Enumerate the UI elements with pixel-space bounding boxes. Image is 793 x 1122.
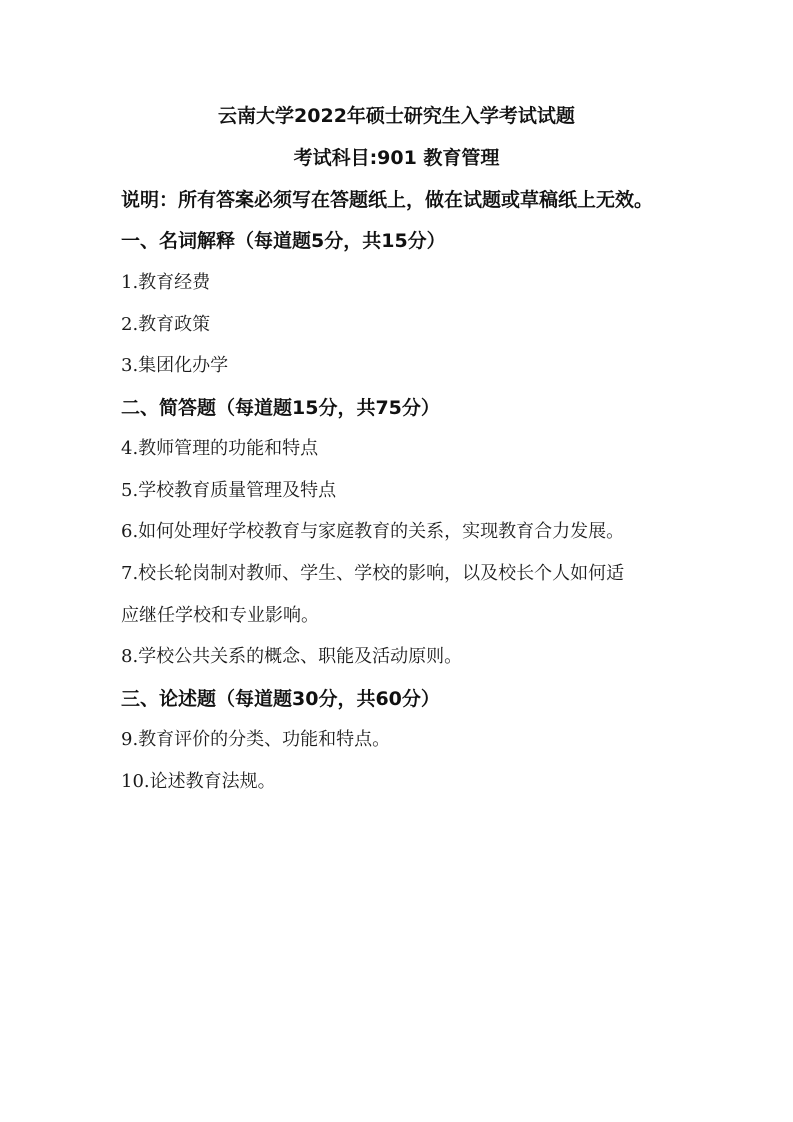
section-heading-short-answer: 二、简答题（每道题15分，共75分） <box>121 397 440 419</box>
question-item: 1.教育经费 <box>121 272 211 293</box>
question-item: 5.学校教育质量管理及特点 <box>121 480 337 501</box>
question-item-continuation: 应继任学校和专业影响。 <box>121 605 319 626</box>
question-item: 10.论述教育法规。 <box>121 771 276 792</box>
question-item: 6.如何处理好学校教育与家庭教育的关系，实现教育合力发展。 <box>121 521 625 542</box>
question-item: 8.学校公共关系的概念、职能及活动原则。 <box>121 646 463 667</box>
question-item: 9.教育评价的分类、功能和特点。 <box>121 729 391 750</box>
section-heading-essay: 三、论述题（每道题30分，共60分） <box>121 688 440 710</box>
instructions-note: 说明：所有答案必须写在答题纸上，做在试题或草稿纸上无效。 <box>121 189 654 211</box>
question-item: 2.教育政策 <box>121 314 211 335</box>
question-item: 4.教师管理的功能和特点 <box>121 438 319 459</box>
question-item: 7.校长轮岗制对教师、学生、学校的影响，以及校长个人如何适 <box>121 563 625 584</box>
exam-subject: 考试科目:901 教育管理 <box>293 147 500 169</box>
question-item: 3.集团化办学 <box>121 355 229 376</box>
section-heading-definitions: 一、名词解释（每道题5分，共15分） <box>121 230 446 252</box>
exam-title: 云南大学2022年硕士研究生入学考试试题 <box>218 105 575 127</box>
